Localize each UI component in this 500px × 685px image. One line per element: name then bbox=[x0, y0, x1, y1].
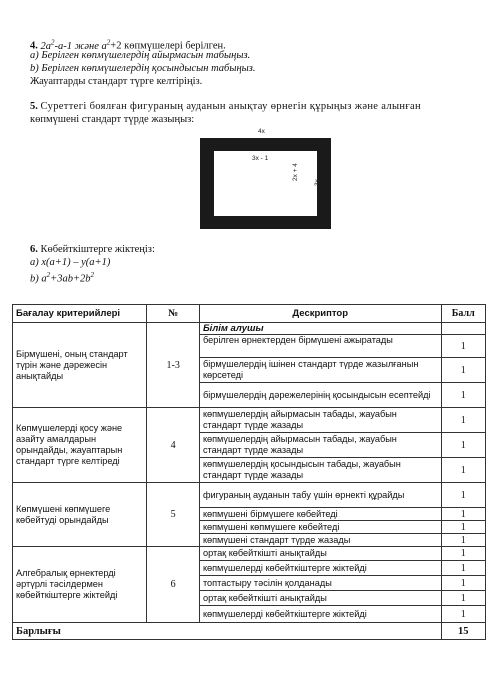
task6-part-a: a) x(a+1) – y(a+1) bbox=[30, 257, 111, 268]
score-cell: 1 bbox=[441, 408, 486, 433]
descriptor-cell: көпмүшені көпмүшеге көбейтеді bbox=[199, 521, 441, 534]
inner-rectangle bbox=[214, 151, 317, 216]
header-descriptor: Дескриптор bbox=[199, 305, 441, 323]
descriptor-cell: көпмүшені стандарт түрде жазады bbox=[199, 534, 441, 547]
task6-part-b: b) $a^2+3ab+2b^2$ bbox=[30, 271, 95, 285]
score-cell: 1 bbox=[441, 383, 486, 408]
label-outer-width: 4x bbox=[258, 128, 265, 135]
score-cell: 1 bbox=[441, 561, 486, 576]
criterion-cell: Көпмүшені көпмүшеге көбейтуді орындайды bbox=[13, 483, 147, 547]
table-row bbox=[13, 547, 486, 561]
task4-statement: 4. $2a^2-a-1$ және $a^2+2$ көпмүшелері берілген. bbox=[30, 38, 226, 52]
criterion-cell: Алгебралық өрнектерді әртүрлі тәсілдермен көбейткіштерге жіктейді bbox=[13, 547, 147, 623]
descriptor-cell: көпмүшелердің айырмасын табады, жауабын стандарт түрде жазады bbox=[199, 433, 441, 458]
task-number-cell: 4 bbox=[147, 408, 200, 483]
header-criteria: Бағалау критерийлері bbox=[13, 305, 147, 323]
total-row bbox=[13, 623, 486, 640]
descriptor-cell: көпмүшелердің айырмасын табады, жауабын стандарт түрде жазады bbox=[199, 408, 441, 433]
score-cell: 1 bbox=[441, 508, 486, 521]
task5-number: 5. bbox=[30, 101, 38, 112]
shaded-frame-figure bbox=[198, 128, 334, 231]
descriptor-cell: көпмүшелердің қосындысын табады, жауабын стандарт түрде жазады bbox=[199, 458, 441, 483]
score-cell: 1 bbox=[441, 433, 486, 458]
task4-note: Жауаптарды стандарт түрге келтіріңіз. bbox=[30, 76, 203, 87]
label-outer-height: 3x bbox=[314, 179, 321, 186]
descriptor-cell: көпмүшені бірмүшеге көбейтеді bbox=[199, 508, 441, 521]
score-cell-empty bbox=[441, 323, 486, 335]
score-cell: 1 bbox=[441, 576, 486, 591]
task4-expr1: $2a^2-a-1$ және $a^2$ bbox=[40, 38, 111, 52]
descriptor-subheader: Білім алушы bbox=[199, 323, 441, 335]
descriptor-cell: бірмүшелердің дәрежелерінің қосындысын есептейді bbox=[199, 383, 441, 408]
label-inner-width: 3x - 1 bbox=[252, 155, 269, 162]
subheader-row bbox=[13, 323, 486, 335]
score-cell: 1 bbox=[441, 534, 486, 547]
total-label: Барлығы bbox=[13, 623, 442, 640]
descriptor-cell: бірмүшелердің ішінен стандарт түрде жазылғанын көрсетеді bbox=[199, 358, 441, 383]
task5-statement: 5. Суреттегі боялған фигураның ауданын анықтау өрнегін құрыңыз және алынған bbox=[30, 101, 421, 112]
label-inner-height: 2x + 4 bbox=[292, 163, 299, 181]
header-number: № bbox=[147, 305, 200, 323]
task-number-cell: 6 bbox=[147, 547, 200, 623]
task4-part-b: b) Берілген көпмүшелердің қосындысын табыңыз. bbox=[30, 63, 256, 74]
descriptor-cell: фигураның ауданын табу үшін өрнекті құрайды bbox=[199, 483, 441, 508]
descriptor-cell: ортақ көбейткішті анықтайды bbox=[199, 547, 441, 561]
score-cell: 1 bbox=[441, 358, 486, 383]
score-cell: 1 bbox=[441, 458, 486, 483]
criterion-cell: Бірмүшені, оның стандарт түрін және дәрежесін анықтайды bbox=[13, 323, 147, 408]
task6-number: 6. bbox=[30, 244, 38, 255]
descriptor-cell: көпмүшелерді көбейткіштерге жіктейді bbox=[199, 561, 441, 576]
task-number-cell: 5 bbox=[147, 483, 200, 547]
outer-rectangle bbox=[200, 138, 331, 229]
table-row bbox=[13, 408, 486, 433]
score-cell: 1 bbox=[441, 606, 486, 623]
table-row bbox=[13, 483, 486, 508]
score-cell: 1 bbox=[441, 335, 486, 358]
score-cell: 1 bbox=[441, 591, 486, 606]
task4-number: 4. bbox=[30, 40, 38, 52]
task5-statement-line2: көпмүшені стандарт түрде жазыңыз: bbox=[30, 114, 195, 125]
task6-title: 6. Көбейткіштерге жіктеңіз: bbox=[30, 244, 155, 255]
total-score: 15 bbox=[441, 623, 486, 640]
descriptor-cell: көпмүшелерді көбейткіштерге жіктейді bbox=[199, 606, 441, 623]
score-cell: 1 bbox=[441, 521, 486, 534]
descriptor-cell: ортақ көбейткішті анықтайды bbox=[199, 591, 441, 606]
header-score: Балл bbox=[441, 305, 486, 323]
task4-part-a: a) Берілген көпмүшелердің айырмасын табыңыз. bbox=[30, 50, 251, 61]
assessment-table bbox=[12, 304, 486, 640]
task-number-cell: 1-3 bbox=[147, 323, 200, 408]
table-header-row bbox=[13, 305, 486, 323]
score-cell: 1 bbox=[441, 547, 486, 561]
score-cell: 1 bbox=[441, 483, 486, 508]
descriptor-cell: берілген өрнектерден бірмүшені ажыратады bbox=[199, 335, 441, 358]
criterion-cell: Көпмүшелерді қосу және азайту амалдарын орындайды, жауаптарын стандарт түрге келтіреді bbox=[13, 408, 147, 483]
descriptor-cell: топтастыру тәсілін қолданады bbox=[199, 576, 441, 591]
